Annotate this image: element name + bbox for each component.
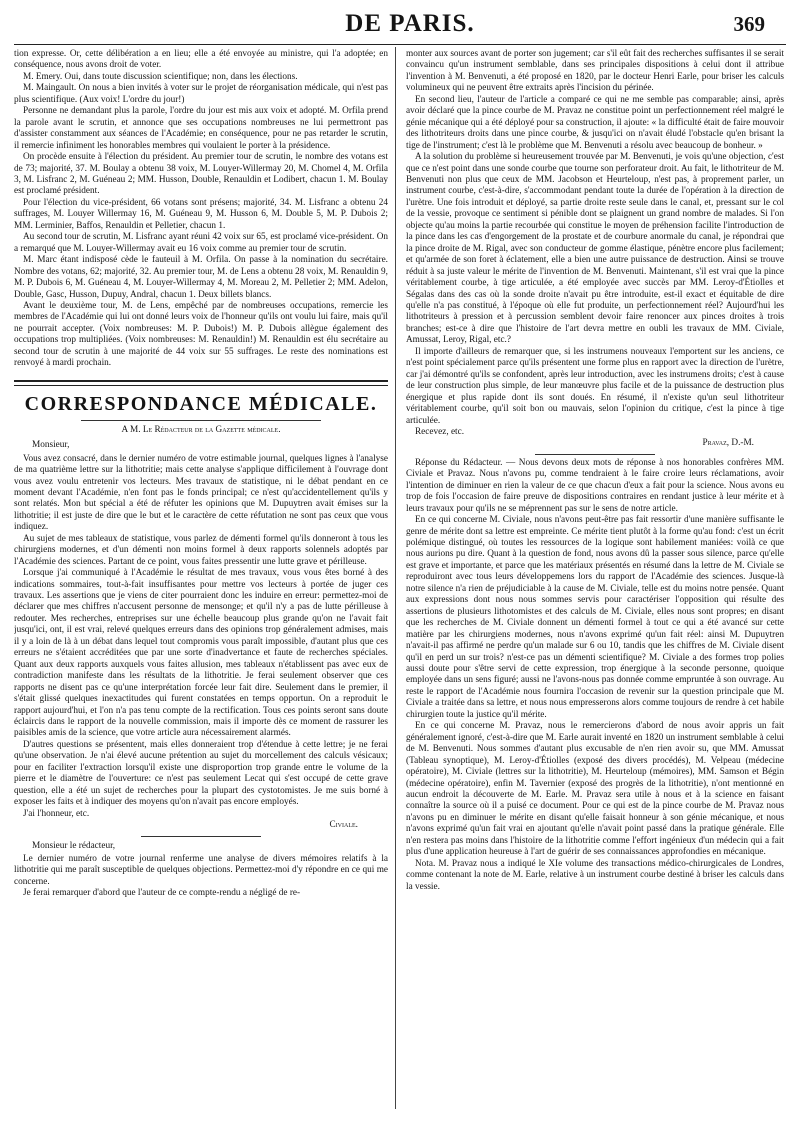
- paragraph: En ce qui concerne M. Pravaz, nous le remercierons d'abord de nous avoir appris un fait généralement ignoré, c'est-à-dire que M. Earle aurait inventé en 1820 un instrument semblable à celui de M. Benvenuti. Nous sommes d'autant plus excusable de n'en rien avoir su, que MM. Amussat (Tableau synoptique), M. Leroy-d'Étiolles (exposé des divers procédés), M. Velpeau (médecine opératoire), M. Civiale (lettres sur la lithotritie), M. Heurteloup (mémoires), MM. Samson et Bégin (médecine opératoire), enfin M. Tavernier (exposé des progrès de la lithotritie), n'ont mentionné en aucun endroit la découverte de M. Earle. M. Pravaz sera utile à nous et à la science en faisant connaître la source où il a puisé ce document. Pour ce qui est de la pince courbe de M. Pravaz nous n'avons pu en diminuer le mérite en disant qu'elle faisait honneur à son génie mécanique, et nous n'avons exprimé qu'un fait vrai en ajoutant qu'elle n'avait point passé dans la pratique générale. Elle n'en restera pas moins dans l'histoire de la lithotritie comme l'effort ingénieux d'un médecin qui a fait plus d'une application heureuse à l'art de guérir de ses connaissances approfondies en mécanique.: [406, 721, 784, 858]
- paragraph: tion expresse. Or, cette délibération a en lieu; elle a été envoyée au ministre, qui l'a adoptée; en conséquence, nous avons droit de voter.: [14, 49, 388, 71]
- letter-divider: [535, 454, 655, 455]
- paragraph: Avant le deuxième tour, M. de Lens, empêché par de nombreuses occupations, remercie les membres de l'Académie qui lui ont donné leurs voix de l'honneur qu'ils ont voulu lui faire, mais qu'il ne pourrait accepter. (Voix nombreuses: M. P. Dubois!) M. P. Dubois allègue également des occupations trop multipliées. (Voix nombreuses: M. Renauldin!) M. Renauldin est élu secrétaire au second tour de scrutin à une majorité de 44 voix sur 55 suffrages. Le reste des nominations est renvoyé à mardi prochain.: [14, 300, 388, 369]
- page-number: 369: [733, 12, 765, 36]
- letter-divider: [141, 836, 261, 837]
- paragraph: En ce qui concerne M. Civiale, nous n'avons peut-être pas fait ressortir d'une manière suffisante le genre de mérite dont sa lettre est empreinte. Ce mérite tient plutôt à la forme qu'au fond: c'est un écrit polémique distingué, où toutes les ressources de la logique sont habilement maniées: voilà ce que nous aurions pu dire. Quant à la question de fond, nous avons dû la passer sous silence, parce qu'elle est grave et importante, et parce que les matériaux présentés en résumé dans la lettre de M. Civiale se reproduiront avec tous leurs développemens lors du rapport de l'Académie des sciences. Jusque-là notre silence n'a rien de préjudiciable à la cause de M. Civiale, telle est du moins notre pensée. Quant aux expressions dont nous nous sommes servis pour caractériser l'opposition qui résulte des assertions de plusieurs lithotomistes et des calculs de M. Civiale, elles nous sont propres; en disant que les recherches de M. Civiale donnent un démenti formel à tout ce qui a été avancé sur cette matière par les chirurgiens modernes, nous n'avons exprimé qu'un fait réel: ainsi M. Dupuytren n'avait-il pas affirmé ne perdre qu'un malade sur 6 ou 10, tandis que les chiffres de M. Civiale disent qu'il en perd un sur trois? n'est-ce pas un démenti scientifique? M. Civiale a des formes trop polies aussi doute pour s'être servi de cette expression, trop énergique à la seconde personne, quoique employée dans un sens figuré; aussi ne l'avons-nous pas donnée comme empruntée à son ouvrage. Au reste le rapport de l'Académie nous fournira l'occasion de revenir sur la question principale que M. Civiale a traitée dans sa lettre, et nous nous empresserons alors comme toujours de rendre à cet habile chirurgien toute la justice qu'il mérite.: [406, 515, 784, 720]
- paragraph: En second lieu, l'auteur de l'article a comparé ce qui ne me semble pas comparable; ainsi, après avoir déclaré que la pince courbe de M. Pravaz ne constitue point un perfectionnement réel malgré le génie mécanique qui a été déployé pour sa construction, il ajoute: « la difficulté était de faire mouvoir des lithotriteurs droits dans une pince courbe, & jusqu'ici on n'avait éludé l'obstacle qu'en brisant la tige de l'instrument; c'est là le problème que M. Benvenuti a résolu avec beaucoup de bonheur. »: [406, 94, 784, 151]
- section-divider: [14, 380, 388, 386]
- header-rule: [14, 44, 786, 45]
- paragraph: Au second tour de scrutin, M. Lisfranc ayant réuni 42 voix sur 65, est proclamé vice-président. On a remarqué que M. Louyer-Willermay avait eu 16 voix comme au premier tour de scrutin.: [14, 232, 388, 254]
- paragraph: Personne ne demandant plus la parole, l'ordre du jour est mis aux voix et adopté. M. Orfila prend la parole avant le scrutin, et annonce que ses occupations nombreuses ne lui permettront pas d'assister constamment aux séances de l'Académie; en conséquence, pour ne pas retarder le scrutin, il remercie infiniment les honorables membres qui voulaient le porter à la présidence.: [14, 106, 388, 151]
- salutation: Monsieur,: [32, 440, 70, 451]
- masthead-title: DE PARIS.: [345, 10, 475, 37]
- signature-name: Civiale.: [329, 820, 358, 831]
- right-column: [406, 49, 784, 1111]
- paragraph: monter aux sources avant de porter son jugement; car s'il eût fait des recherches suffisantes il se serait convaincu qu'un instrument semblable, dans ses principales dispositions à celui dont il attribue l'invention à M. Benvenuti, a été proposé en 1820, par le docteur Henri Earle, pour briser les calculs volumineux qui ne peuvent être extraits après l'incision du périnée.: [406, 49, 784, 94]
- salutation: Monsieur le rédacteur,: [32, 840, 116, 851]
- section-title: CORRESPONDANCE MÉDICALE.: [24, 392, 378, 415]
- title-underline: [81, 420, 321, 421]
- paragraph: Je ferai remarquer d'abord que l'auteur de ce compte-rendu a négligé de re-: [23, 888, 301, 899]
- paragraph: Il importe d'ailleurs de remarquer que, si les instrumens nouveaux l'emportent sur les anciens, ce n'est point spécialement parce qu'ils présentent une forme plus en rapport avec la direction de l'urètre, car j'ai démontré qu'ils se confondent, après leur introduction, avec les instrumens droits; c'est à cause de leur construction plus simple, de leur manœuvre plus facile et de la puissance de destruction plus énergique et plus rapide dont ils sont doués. En résumé, il n'existe qu'un seul lithotriteur véritablement courbe, qu'il soit bon ou mauvais, selon l'opinion du critique, c'est la pince à tige articulée.: [406, 346, 784, 426]
- paragraph: Au sujet de mes tableaux de statistique, vous parlez de démenti formel qu'ils donneront à tous les chirurgiens modernes, et d'un démenti non moins formel à deux rapports solennels adoptés par l'Académie des sciences. Partant de ce point, vous faites pressentir une lutte grave et périlleuse.: [14, 533, 388, 567]
- paragraph: J'ai l'honneur, etc.: [23, 808, 90, 819]
- paragraph: On procède ensuite à l'élection du président. Au premier tour de scrutin, le nombre des votans est de 73; majorité, 37. M. Boulay a obtenu 38 voix, M. Louyer-Willermay 20, M. Chomel 4, M. Orfila 3, M. Lisfranc 2, M. Guéneau 2; MM. Husson, Double, Renauldin et Lodibert, chacun 1. M. Boulay est proclamé président.: [14, 152, 388, 197]
- paragraph: Vous avez consacré, dans le dernier numéro de votre estimable journal, quelques lignes à l'analyse de ma quatrième lettre sur la lithotritie; mais cette analyse s'applique difficilement à l'ouvrage dont vous avez voulu entretenir vos lecteurs. Mes travaux de statistique, ni le débat pendant en ce moment devant l'Académie, n'en font pas le fonds principal; ce n'est qu'accidentellement qu'ils y sont relatés. Mon but spécial a été de réfuter les opinions que M. Dupuytren avait émises sur la lithotritie; il est juste de dire que le but et le caractère de cette réfutation ne sont pas ceux que vous indiquez.: [14, 453, 388, 533]
- paragraph: A la solution du problème si heureusement trouvée par M. Benvenuti, je vois qu'une objection, c'est que ce n'est point dans une sonde courbe que tourne son perforateur droit. Au fait, le lithotriteur de M. Benvenuti non plus que ceux de MM. Jacobson et Heurteloup, n'est pas, à proprement parler, un instrument courbe, c'est-à-dire, s'accommodant pendant toute la durée de l'opération à la direction de l'urètre. Une fois introduit et déployé, sa partie droite reste seule dans le canal, et, pressant sur le col de la vessie, provoque ce sentiment si pénible dont se plaignent un grand nombre de malades. Si l'on objecte qu'au moins la partie recourbée qui constitue le moyen de préhension facilite l'introduction de la pince dans les cas d'engorgement de la prostate et de courbure anormale du canal, je répondrai que la pince droite de M. Rigal, avec son conducteur de gomme élastique, pénètre encore plus facilement; et qu'armée de son foret à éclatement, elle a bien une autre puissance de destruction. Ainsi se trouve réduit à sa juste valeur le mérite de l'invention de M. Benvenuti. Maintenant, s'il est vrai que la pince véritablement courbe, à tige articulée, a été employée avec succès par MM. Leroy-d'Étiolles et Ségalas dans des cas où la sonde droite n'avait pu être introduite, est-il exact et équitable de dire qu'elle n'a pas constitué, à l'époque où elle fut produite, un perfectionnement réel? Aujourd'hui les lithotriteurs à pression et à percussion semblent devoir faire renoncer aux pinces droites à trois branches; est-ce à dire que l'histoire de l'art devra mettre en oubli les travaux de MM. Civiale, Amussat, Leroy, Rigal, etc.?: [406, 152, 784, 346]
- paragraph: Pour l'élection du vice-président, 66 votans sont présens; majorité, 34. M. Lisfranc a obtenu 24 suffrages, M. Louyer Willermay 16, M. Guéneau 9, M. Husson 6, M. Double 5, M. P. Dubois 2; MM. Lerminier, Baffos, Renauldin et Pelletier, chacun 1.: [14, 197, 388, 231]
- paragraph: Nota. M. Pravaz nous a indiqué le XIe volume des transactions médico-chirurgicales de Londres, comme contenant la note de M. Earle, relative à un instrument courbe destiné à briser les calculs dans la vessie.: [406, 858, 784, 892]
- page-header: [0, 0, 800, 40]
- paragraph: D'autres questions se présentent, mais elles donneraient trop d'étendue à cette lettre; je ne ferai qu'une observation. Je n'ai élevé aucune prétention au sujet du morcellement des calculs vésicaux; pour en faciliter l'extraction lorsqu'il existe une disproportion trop grande entre le volume de la pierre et le diamètre de l'ouverture: ce n'est pas seulement Lecat qui s'est occupé de cette grave question, elle a été un sujet de recherches pour la plupart des cystotomistes. Je me suis borné à exposer les faits et à indiquer des moyens qu'on n'avait pas encore employés.: [14, 739, 388, 808]
- paragraph: M. Marc étant indisposé cède le fauteuil à M. Orfila. On passe à la nomination du secrétaire. Nombre des votans, 62; majorité, 32. Au premier tour, M. de Lens a obtenu 28 voix, M. Renauldin 9, M. P. Dubois 6, M. Guéneau 4, M. Louyer-Willermay 4, M. Moreau 2, M. Pelletier 2; MM. Adelon, Double, Gasc, Husson, Dupuy, Andral, chacun 1. Deux billets blancs.: [14, 255, 388, 300]
- signature: [14, 820, 388, 831]
- address-text: A M. Le Rédacteur de la Gazette médicale.: [121, 424, 281, 435]
- paragraph: Recevez, etc.: [415, 426, 465, 437]
- paragraph: M. Emery. Oui, dans toute discussion scientifique; non, dans les élections.: [23, 71, 298, 82]
- column-divider: [395, 47, 396, 1109]
- paragraph: Le dernier numéro de votre journal renferme une analyse de divers mémoires relatifs à la lithotritie qui me paraît susceptible de quelques objections. Permettez-moi d'y répondre en ce qui me concerne.: [14, 854, 388, 887]
- letter-address: [14, 425, 388, 436]
- signature-name: Pravaz, D.-M.: [702, 438, 754, 449]
- paragraph: Lorsque j'ai communiqué à l'Académie le résultat de mes travaux, vous vous êtes borné à des indications sommaires, tout-à-fait insuffisantes pour mettre vos lecteurs à portée de juger ces travaux. Les assertions que je viens de citer pourraient donc les induire en erreur: permettez-moi de déclarer que mes chiffres n'accusent personne de mensonge; et qu'il n'y a pas de lutte périlleuse à redouter. Mes recherches, entreprises sur une échelle beaucoup plus grande qu'on ne l'avait fait jusqu'ici, ont, il est vrai, relevé quelques erreurs dans des opinions trop généralement admises, mais il y a loin de là à un débat dans lequel tout compromis vous paraît impossible, d'autant plus que ces erreurs ne s'étaient accréditées que par une sorte d'inadvertance et faute de recherches spéciales. Quant aux deux rapports auxquels vous faites allusion, mes tableaux n'établissent pas avec eux de contradiction manifeste dans les résultats de la lithotritie. Je ferai seulement observer que ces rapports ne disent pas ce qu'une interprétation forcée leur fait dire. Seulement dans le premier, il s'était glissé quelques inexactitudes qui furent constatées en temps opportun. On a reproduit le rapport aujourd'hui, et l'on n'a pas tenu compte de la rectification. Tous ces points seront sans doute éclaircis dans le rapport de la nouvelle commission, mais il importe dès ce moment de rassurer les paisibles amis de la science, que votre article aura nécessairement alarmés.: [14, 568, 388, 739]
- left-column: [14, 49, 388, 1111]
- paragraph: M. Maingault. On nous a bien invités à voter sur le projet de réorganisation médicale, qui n'est pas plus scientifique. (Aux voix! L'ordre du jour!): [14, 83, 388, 105]
- paragraph: Réponse du Rédacteur. — Nous devons deux mots de réponse à nos honorables confrères MM. Civiale et Pravaz. Nous n'avons pu, comme tendraient à le faire croire leurs réclamations, avoir l'intention de diminuer en rien la valeur de ce que chacun d'eux a fait pour la science. Nous avons eu trop de fois l'occasion de faire preuve de dispositions contraires en rendant justice à leur mérite et à leurs travaux pour qu'ils ne se méprennent pas sur le sens de notre article.: [406, 457, 784, 514]
- signature: [406, 438, 784, 449]
